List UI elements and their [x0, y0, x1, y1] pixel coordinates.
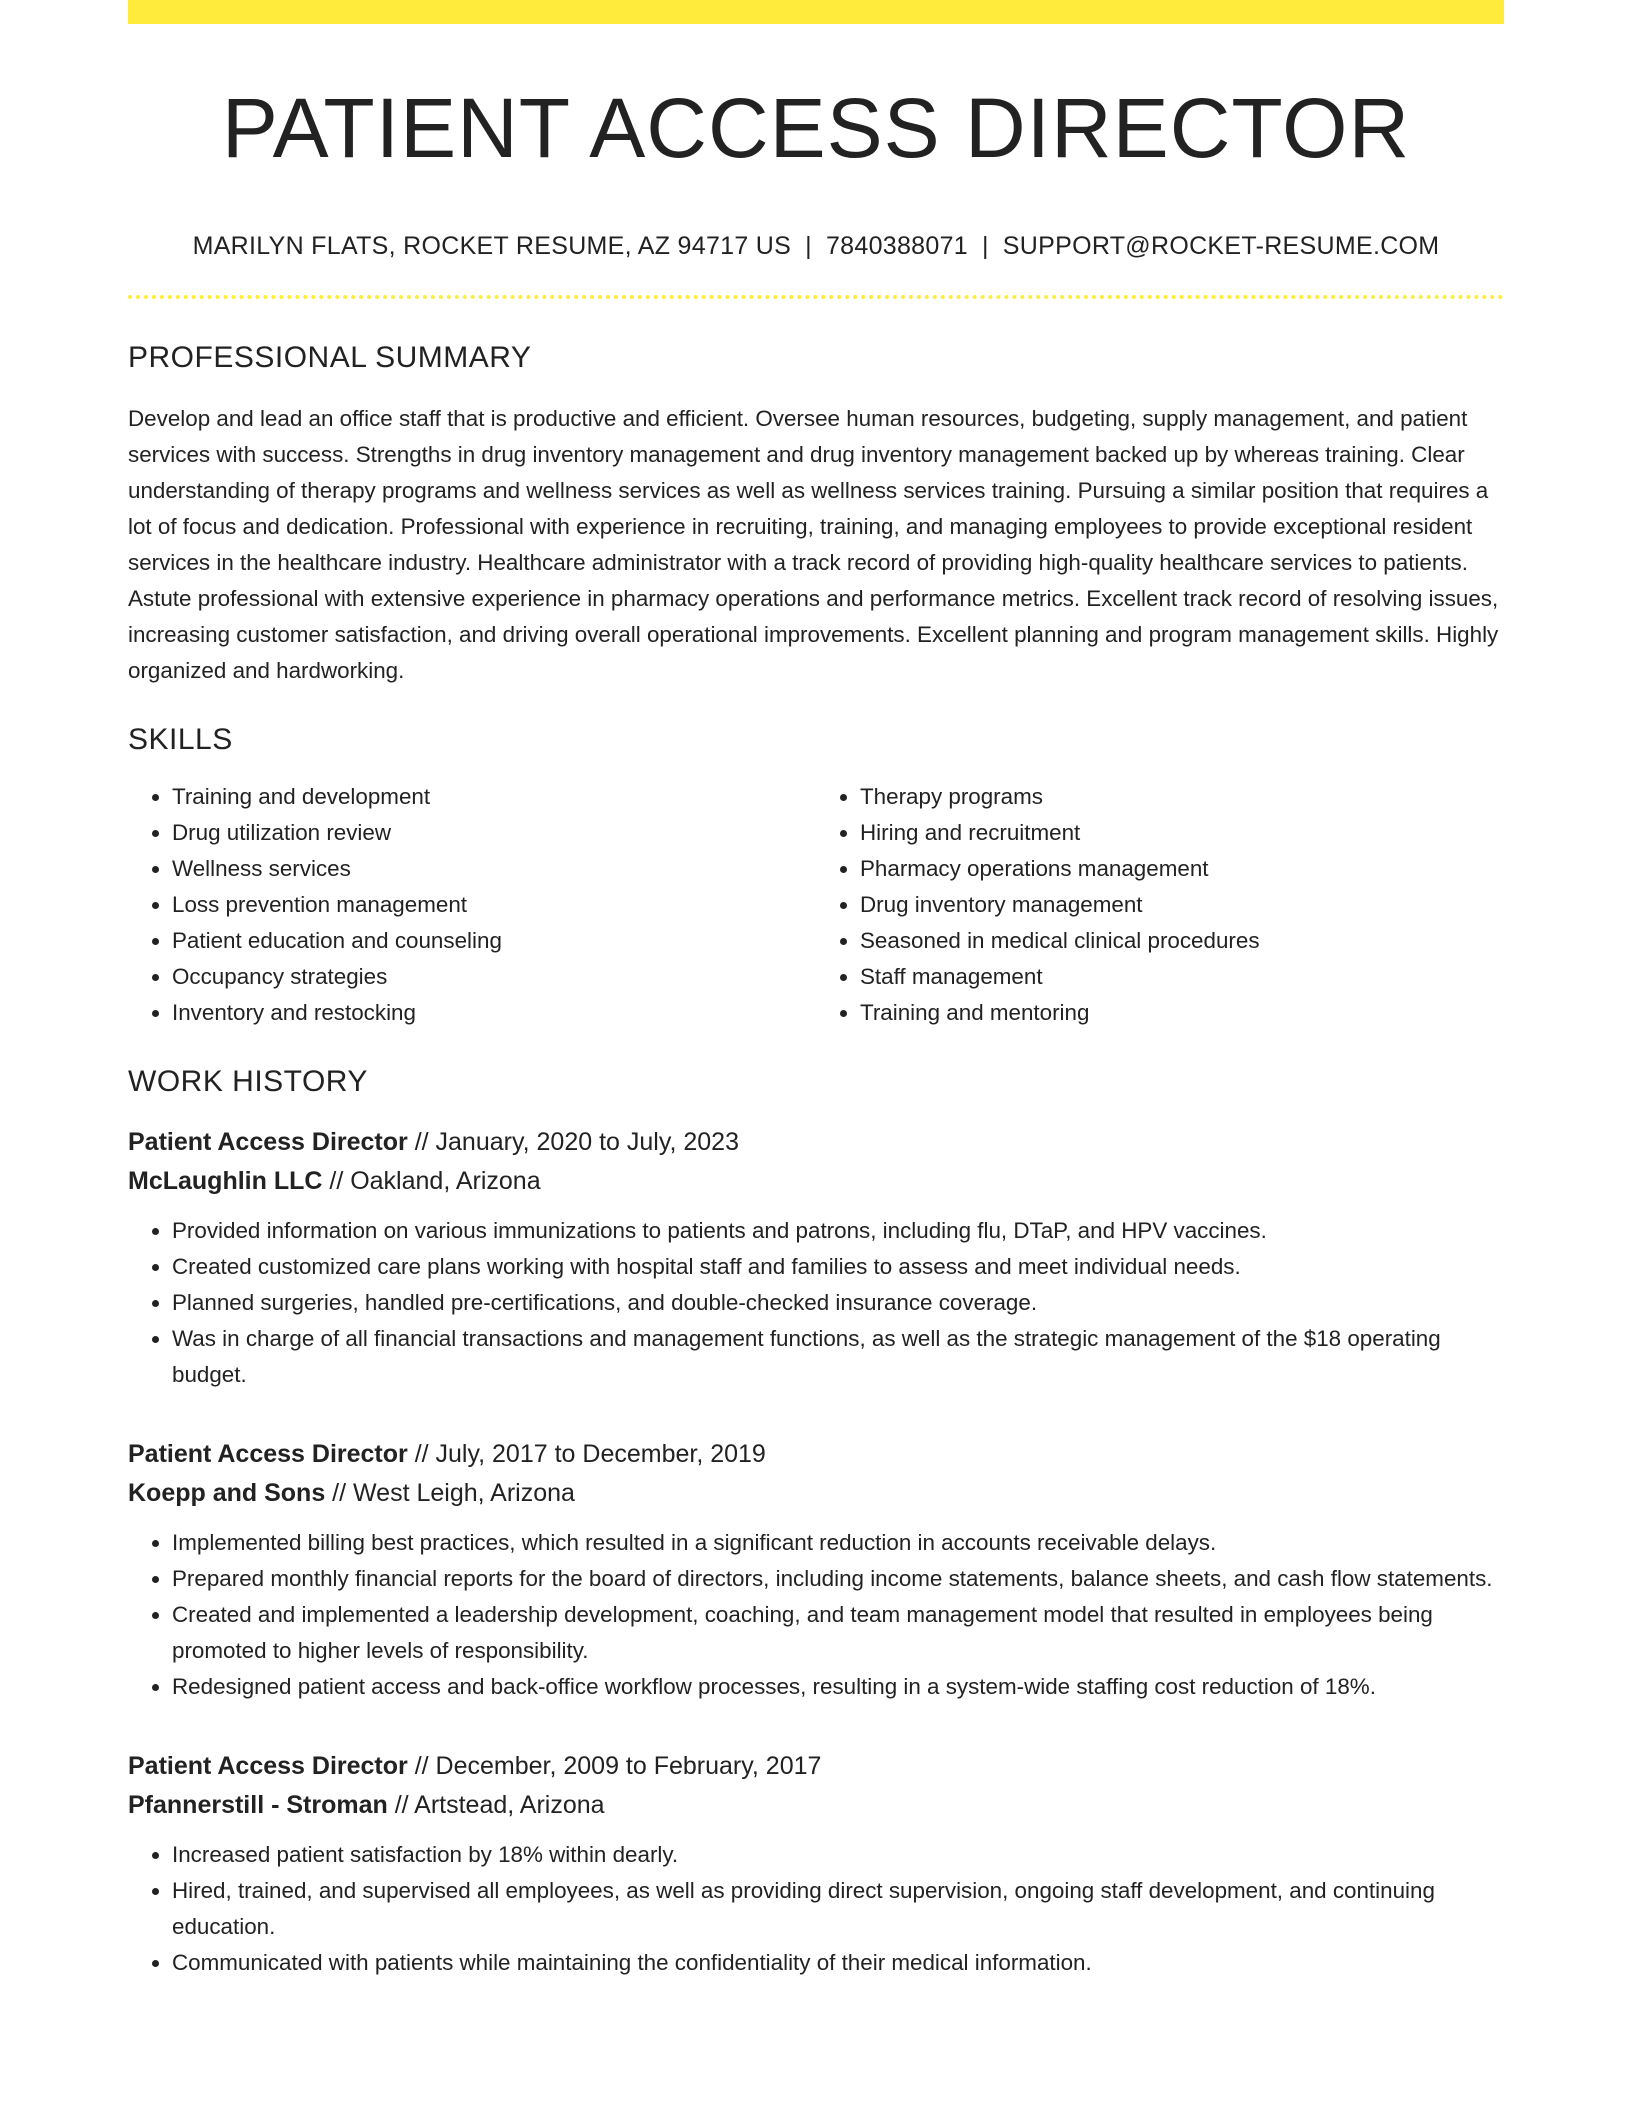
- job-company: McLaughlin LLC: [128, 1167, 323, 1196]
- job-role: Patient Access Director: [128, 1440, 408, 1469]
- job-location: // Artstead, Arizona: [387, 1791, 605, 1820]
- job-bullet: • Implemented billing best practices, which resulted in a significant reduction in accounts receivable delays.: [172, 1525, 1504, 1561]
- skill-item: • Training and mentoring: [860, 995, 1504, 1031]
- skills-grid: [128, 779, 1504, 1031]
- job-bullet: • Communicated with patients while maintaining the confidentiality of their medical information.: [172, 1945, 1504, 1981]
- skill-item: • Drug inventory management: [860, 887, 1504, 923]
- skill-item: • Seasoned in medical clinical procedures: [860, 923, 1504, 959]
- skill-item: • Training and development: [172, 779, 816, 815]
- job-bullet: • Created customized care plans working with hospital staff and families to assess and meet individual needs.: [172, 1249, 1504, 1285]
- job-title-line: [128, 1435, 1504, 1474]
- job-dates: // December, 2009 to February, 2017: [407, 1752, 822, 1781]
- contact-address: MARILYN FLATS, ROCKET RESUME, AZ 94717 US: [192, 232, 792, 261]
- skills-left-column: [128, 779, 816, 1031]
- contact-line: [128, 232, 1504, 261]
- job-bullet-list: [128, 1837, 1504, 1981]
- contact-email: SUPPORT@ROCKET-RESUME.COM: [1002, 232, 1440, 261]
- job-bullet: • Hired, trained, and supervised all employees, as well as providing direct supervision, ongoing staff development, and continuing education.: [172, 1873, 1504, 1945]
- skill-item: • Occupancy strategies: [172, 959, 816, 995]
- skills-heading: SKILLS: [128, 723, 233, 757]
- job-company: Pfannerstill - Stroman: [128, 1791, 388, 1820]
- skill-item: • Loss prevention management: [172, 887, 816, 923]
- job-bullet: • Created and implemented a leadership development, coaching, and team management model that resulted in employees being promoted to higher levels of responsibility.: [172, 1597, 1504, 1669]
- job-entry: [128, 1747, 1504, 1981]
- job-bullet: • Increased patient satisfaction by 18% within dearly.: [172, 1837, 1504, 1873]
- work-history-heading: WORK HISTORY: [128, 1065, 368, 1099]
- skills-right-column: [816, 779, 1504, 1031]
- contact-separator: |: [805, 232, 812, 261]
- job-role: Patient Access Director: [128, 1752, 408, 1781]
- job-role: Patient Access Director: [128, 1128, 408, 1157]
- job-bullet: • Planned surgeries, handled pre-certifications, and double-checked insurance coverage.: [172, 1285, 1504, 1321]
- job-bullet: • Redesigned patient access and back-office workflow processes, resulting in a system-wide staffing cost reduction of 18%.: [172, 1669, 1504, 1705]
- resume-title: PATIENT ACCESS DIRECTOR: [221, 81, 1411, 175]
- contact-separator: |: [982, 232, 989, 261]
- job-bullet-list: [128, 1525, 1504, 1705]
- skill-item: • Pharmacy operations management: [860, 851, 1504, 887]
- job-company-line: [128, 1786, 1504, 1825]
- skill-item: • Hiring and recruitment: [860, 815, 1504, 851]
- job-company-line: [128, 1474, 1504, 1513]
- job-location: // West Leigh, Arizona: [325, 1479, 575, 1508]
- job-location: // Oakland, Arizona: [322, 1167, 541, 1196]
- skill-item: • Drug utilization review: [172, 815, 816, 851]
- job-entry: [128, 1123, 1504, 1393]
- job-entry: [128, 1435, 1504, 1705]
- summary-text: Develop and lead an office staff that is productive and efficient. Oversee human resources, budgeting, supply management, and patient services with success. Strengths in drug inventory management and drug inventory management backed up by whereas training. Clear understanding of therapy programs and wellness services as well as wellness services training. Pursuing a similar position that requires a lot of focus and dedication. Professional with experience in recruiting, training, and managing employees to provide exceptional resident services in the healthcare industry. Healthcare administrator with a track record of providing high-quality healthcare services to patients. Astute professional with extensive experience in pharmacy operations and performance metrics. Excellent track record of resolving issues, increasing customer satisfaction, and driving overall operational improvements. Excellent planning and program management skills. Highly organized and hardworking.: [128, 406, 1499, 684]
- job-bullet: • Was in charge of all financial transactions and management functions, as well as the strategic management of the $18 operating budget.: [172, 1321, 1504, 1393]
- skill-item: • Staff management: [860, 959, 1504, 995]
- job-dates: // January, 2020 to July, 2023: [407, 1128, 739, 1157]
- work-history-section: [128, 1065, 1504, 1981]
- skill-item: • Patient education and counseling: [172, 923, 816, 959]
- job-dates: // July, 2017 to December, 2019: [407, 1440, 766, 1469]
- job-title-line: [128, 1747, 1504, 1786]
- job-company-line: [128, 1162, 1504, 1201]
- header-divider: [128, 295, 1504, 299]
- job-bullet: • Provided information on various immunizations to patients and patrons, including flu, DTaP, and HPV vaccines.: [172, 1213, 1504, 1249]
- contact-phone: 7840388071: [825, 232, 968, 261]
- summary-heading: PROFESSIONAL SUMMARY: [128, 341, 532, 375]
- skills-section: [128, 723, 1504, 1031]
- job-company: Koepp and Sons: [128, 1479, 326, 1508]
- job-title-line: [128, 1123, 1504, 1162]
- skill-item: • Inventory and restocking: [172, 995, 816, 1031]
- job-bullet: • Prepared monthly financial reports for the board of directors, including income statements, balance sheets, and cash flow statements.: [172, 1561, 1504, 1597]
- skill-item: • Wellness services: [172, 851, 816, 887]
- skill-item: • Therapy programs: [860, 779, 1504, 815]
- professional-summary-section: [128, 341, 1504, 689]
- top-accent-bar: [128, 0, 1504, 24]
- job-bullet-list: [128, 1213, 1504, 1393]
- resume-page: [128, 0, 1504, 1981]
